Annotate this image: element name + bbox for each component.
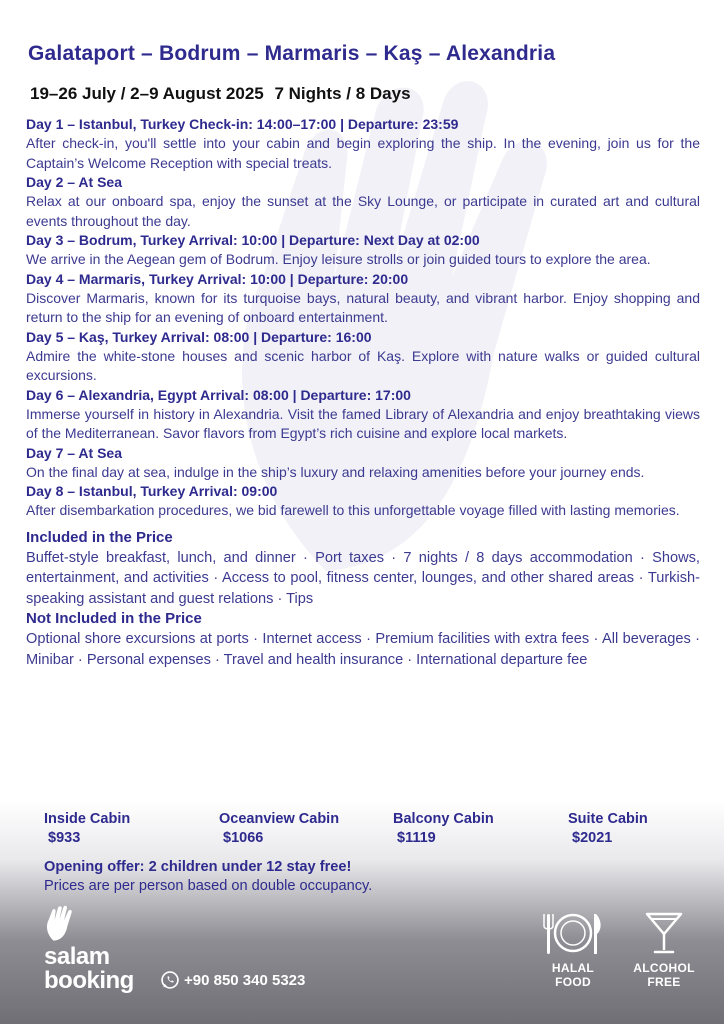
cabin-option	[568, 810, 648, 848]
day-title: Day 2 – At Sea	[26, 174, 122, 190]
itinerary-day	[26, 115, 700, 173]
itinerary-day	[26, 270, 700, 328]
day-title: Day 8 – Istanbul, Turkey Arrival: 09:00	[26, 483, 278, 499]
cabin-price: $933	[48, 830, 81, 846]
day-title: Day 4 – Marmaris, Turkey Arrival: 10:00 | Departure: 20:00	[26, 270, 409, 287]
day-description: Immerse yourself in history in Alexandria. Visit the famed Library of Alexandria and enjoy breathtaking views of the Mediterranean. Savor flavors from Egypt’s rich cuisine and explore local markets.	[26, 405, 700, 441]
day-description: Discover Marmaris, known for its turquoise bays, natural beauty, and vibrant harbor. Enjoy shopping and return to the ship for an evening of onboard entertainment.	[26, 289, 700, 325]
itinerary-day	[26, 482, 700, 521]
offer-note	[44, 858, 372, 896]
day-description: After disembarkation procedures, we bid farewell to this unforgettable voyage filled with lasting memories.	[26, 502, 680, 518]
trip-duration: 7 Nights / 8 Days	[274, 84, 411, 103]
itinerary-day	[26, 386, 700, 444]
day-description: We arrive in the Aegean gem of Bodrum. Enjoy leisure strolls or join guided tours to explore the area.	[26, 251, 651, 267]
hand-logo-icon	[44, 905, 78, 943]
cabin-name: Suite Cabin	[568, 811, 648, 827]
brand-word-2: booking	[44, 967, 134, 994]
not-included-title: Not Included in the Price	[26, 610, 202, 627]
date-range: 19–26 July / 2–9 August 2025	[30, 84, 264, 103]
alcohol-free-badge	[624, 910, 704, 989]
included-text: Buffet-style breakfast, lunch, and dinner · Port taxes · 7 nights / 8 days accommodation · Shows, entertainment, and activities · Access to pool, fitness center, lounges, and other shared areas · Turkish-speaking assistant and guest relations · Tips	[26, 549, 700, 607]
cocktail-glass-icon	[641, 910, 687, 956]
phone-number: +90 850 340 5323	[184, 971, 306, 989]
day-title: Day 6 – Alexandria, Egypt Arrival: 08:00 | Departure: 17:00	[26, 386, 411, 403]
alcohol-label-2: FREE	[647, 975, 681, 989]
phone-contact[interactable]	[160, 970, 305, 990]
halal-food-badge	[533, 910, 613, 989]
brand-logo	[44, 905, 154, 1000]
not-included-section	[26, 609, 700, 670]
halal-label-1: HALAL	[551, 961, 595, 975]
plate-cutlery-icon	[540, 910, 606, 956]
pricing-note: Prices are per person based on double occupancy.	[44, 878, 373, 894]
cabin-prices	[0, 810, 724, 850]
included-section	[26, 528, 700, 610]
cabin-option	[44, 810, 130, 848]
cabin-option	[393, 810, 494, 848]
trip-dates	[30, 84, 417, 104]
whatsapp-icon	[160, 970, 180, 990]
included-title: Included in the Price	[26, 528, 173, 546]
day-title: Day 5 – Kaş, Turkey Arrival: 08:00 | Departure: 16:00	[26, 328, 372, 345]
day-description: On the final day at sea, indulge in the ship’s luxury and relaxing amenities before your journey ends.	[26, 463, 645, 480]
day-title: Day 1 – Istanbul, Turkey Check-in: 14:00–17:00 | Departure: 23:59	[26, 116, 459, 132]
itinerary-day	[26, 444, 700, 483]
day-description: Relax at our onboard spa, enjoy the sunset at the Sky Lounge, or participate in curated art and cultural events throughout the day.	[26, 193, 700, 229]
itinerary-day	[26, 231, 700, 270]
halal-label-2: FOOD	[555, 975, 591, 989]
cabin-name: Balcony Cabin	[393, 811, 494, 827]
page-title: Galataport – Bodrum – Marmaris – Kaş – Alexandria	[28, 42, 556, 65]
day-title: Day 3 – Bodrum, Turkey Arrival: 10:00 | Departure: Next Day at 02:00	[26, 232, 480, 248]
day-description: Admire the white-stone houses and scenic harbor of Kaş. Explore with nature walks or guided cultural excursions.	[26, 347, 700, 383]
cabin-name: Inside Cabin	[44, 811, 131, 827]
opening-offer: Opening offer: 2 children under 12 stay free!	[44, 859, 352, 875]
cabin-price: $1066	[223, 830, 264, 846]
day-description: After check-in, you'll settle into your cabin and begin exploring the ship. In the evening, join us for the Captain’s Welcome Reception with special treats.	[26, 135, 700, 171]
brand-word-1: salam	[44, 943, 110, 970]
cabin-price: $1119	[397, 830, 436, 846]
cabin-option	[219, 810, 339, 848]
day-title: Day 7 – At Sea	[26, 444, 122, 461]
not-included-text: Optional shore excursions at ports · Internet access · Premium facilities with extra fees · All beverages · Minibar · Personal expenses · Travel and health insurance · International departure fee	[26, 631, 700, 668]
cabin-name: Oceanview Cabin	[219, 811, 340, 827]
alcohol-label-1: ALCOHOL	[633, 961, 695, 975]
itinerary	[26, 115, 700, 670]
cabin-price: $2021	[572, 830, 613, 846]
itinerary-day	[26, 173, 700, 231]
itinerary-day	[26, 328, 700, 386]
